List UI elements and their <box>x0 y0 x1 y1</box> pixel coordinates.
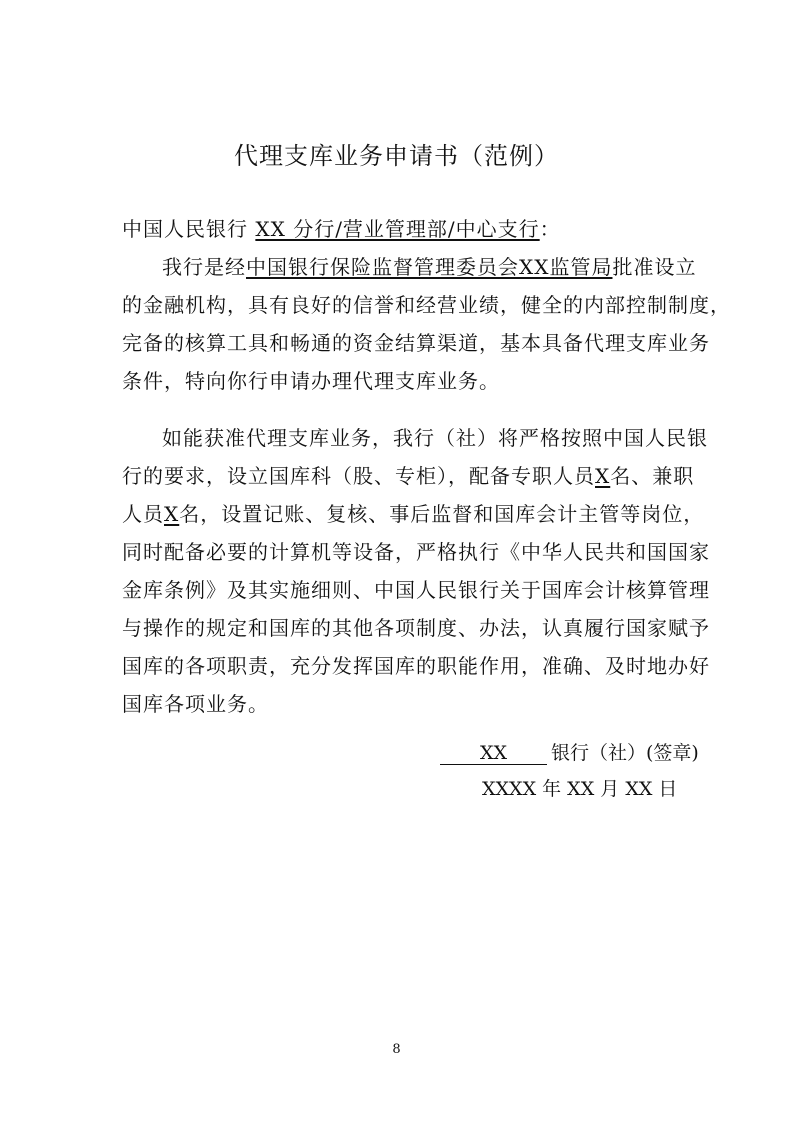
paragraph2-line8: 国库各项业务。 <box>122 692 269 716</box>
paragraph1-line2: 的金融机构，具有良好的信誉和经营业绩，健全的内部控制制度， <box>122 293 731 317</box>
signature-bank-suffix: 银行（社）(签章) <box>551 742 699 764</box>
p2-line3-suffix: 名，设置记账、复核、事后监督和国库会计主管等岗位， <box>179 502 705 526</box>
paragraph2-line4: 同时配备必要的计算机等设备，严格执行《中华人民共和国国家 <box>122 540 710 564</box>
p1-regulator: 中国银行保险监督管理委员会XX监管局 <box>246 255 613 279</box>
signature-line <box>440 740 699 766</box>
document-title: 代理支库业务申请书（范例） <box>234 142 559 170</box>
paragraph2-line3 <box>122 501 705 527</box>
paragraph2-line1: 如能获准代理支库业务，我行（社）将严格按照中国人民银 <box>162 426 708 450</box>
p1-prefix: 我行是经 <box>162 255 246 279</box>
signature-date: XXXX 年 XX 月 XX 日 <box>482 778 678 800</box>
addressee-suffix: ： <box>539 217 561 241</box>
paragraph1-line3: 完备的核算工具和畅通的资金结算渠道，基本具备代理支库业务 <box>122 331 710 355</box>
fulltime-count: X <box>595 464 611 488</box>
page-number: 8 <box>392 1042 401 1057</box>
addressee-branch: XX 分行/营业管理部/中心支行 <box>255 217 540 241</box>
p2-line3-prefix: 人员 <box>122 502 164 526</box>
parttime-count: X <box>164 502 180 526</box>
addressee-prefix: 中国人民银行 <box>122 217 256 241</box>
paragraph2-line7: 国库的各项职责，充分发挥国库的职能作用，准确、及时地办好 <box>122 654 710 678</box>
paragraph2-line6: 与操作的规定和国库的其他各项制度、办法，认真履行国家赋予 <box>122 616 710 640</box>
signature-bank-blank: XX <box>440 742 547 765</box>
p2-line2-prefix: 行的要求，设立国库科（股、专柜），配备专职人员 <box>122 464 595 488</box>
addressee-line <box>122 216 682 242</box>
paragraph1-line1 <box>162 254 697 280</box>
p2-line2-suffix: 名、兼职 <box>610 464 695 488</box>
paragraph2-line2 <box>122 463 695 489</box>
p1-suffix: 批准设立 <box>612 255 697 279</box>
paragraph1-line4: 条件，特向你行申请办理代理支库业务。 <box>122 369 500 393</box>
paragraph2-line5: 金库条例》及其实施细则、中国人民银行关于国库会计核算管理 <box>122 578 710 602</box>
